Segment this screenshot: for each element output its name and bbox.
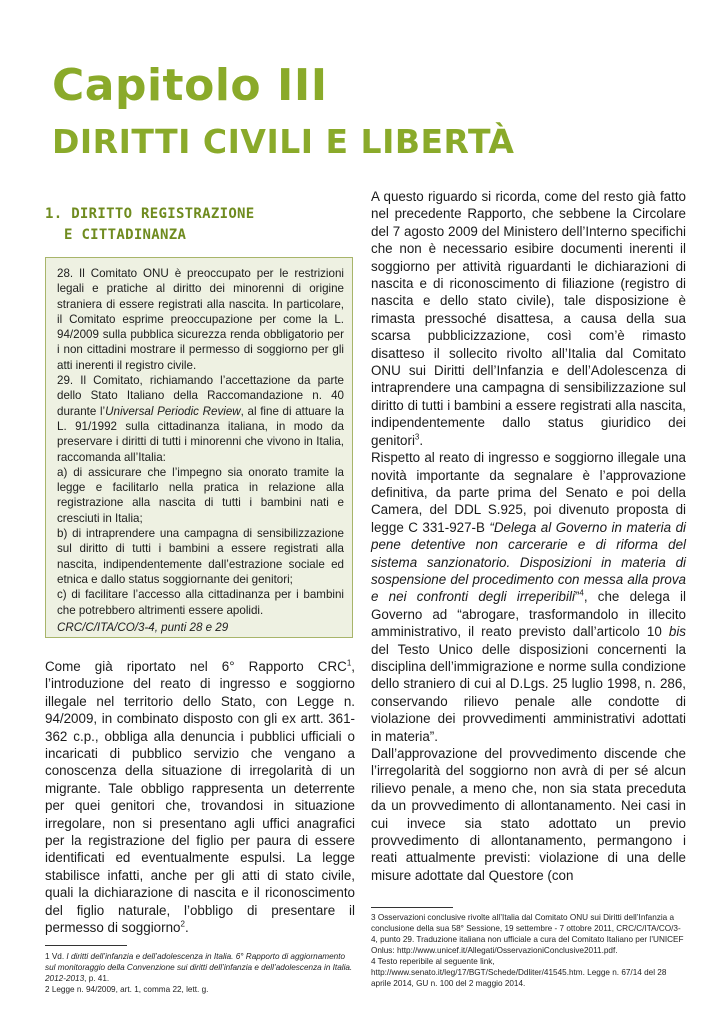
- right-p1-text-a: A questo riguardo si ricorda, come del resto già fatto nel precedente Rapporto, che sebbene la Circolare del 7 agosto 2009 del Ministero dell’Interno specifichi che non è necessario esibire documenti inerenti il soggiorno per attività riguardanti le dichiarazioni di nascita e di riconoscimento di filiazione (registro di nascita e dello stato civile), tale disposizione è rimasta pressoché disattesa, a causa della sua scarsa pubblicizzazione, così com’è rimasto disatteso il sollecito rivolto all’Italia dal Comitato ONU sui Diritti dell’Infanzia e dell’Adolescenza di intraprendere una campagna di sensibilizzazione sul diritto di tutti i bambini a essere registrati alla nascita, indipendentemente dallo status giuridico dei genitori: [371, 189, 686, 448]
- crc-reference: CRC/C/ITA/CO/3-4, punti 28 e 29: [57, 620, 229, 634]
- footnote-3: 3 Osservazioni conclusive rivolte all’Italia dal Comitato ONU sui Diritti dell’Infanzia a conclusione della sua 58° Sessione, 19 settembre - 7 ottobre 2011, CRC/C/ITA/CO/3-4, punto 29. Traduzione italiana non ufficiale a cura del Comitato Italiano per l’UNICEF Onlus: http://www.unicef.it/Allegati/OsservazioniConclusive2011.pdf.: [371, 913, 684, 955]
- right-p2-italic-title: “Delega al Governo in materia di pene detentive non carcerarie e di riforma del sistema sanzionatorio. Disposizioni in materia di sospensione del procedimento con messa alla prova e nei confronti degli irreperibili: [371, 519, 686, 605]
- left-p1-text-b: , l’introduzione del reato di ingresso e soggiorno illegale nel territorio dello Stato, con Legge n. 94/2009, in combinato disposto con gli ex artt. 361-362 c.p., obbliga alla denuncia i pubblici ufficiali o incaricati di pubblico servizio che vengano a conoscenza della situazione di irregolarità di un migrante. Tale obbligo rappresenta un deterrente per quei genitori che, trovandosi in situazione irregolare, non si presentano agli uffici anagrafici per la registrazione del figlio per paura di essere identificati ed eventualmente espulsi. La legge stabilisce infatti, anche per gli atti di stato civile, quali la dichiarazione di nascita e il riconoscimento del figlio naturale, l’obbligo di presentare il permesso di soggiorno: [45, 659, 355, 936]
- crc-item-a: a) di assicurare che l’impegno sia onorato tramite la legge e facilitarlo nella pratica in relazione alla registrazione alla nascita di tutti i bambini nati e cresciuti in Italia;: [57, 465, 344, 525]
- right-column-body: [371, 188, 686, 884]
- crc-recommendation-box: [45, 257, 353, 638]
- section-number: 1.: [45, 206, 63, 222]
- footnote-1: [45, 951, 357, 984]
- footnote-ref-1[interactable]: 1: [346, 658, 352, 668]
- right-p2-quote: ”: [574, 589, 580, 605]
- right-p1-text-b: .: [419, 432, 424, 448]
- footnotes-right: [371, 912, 686, 989]
- right-p2-bis: bis: [668, 624, 686, 640]
- footnote-ref-3[interactable]: 3: [414, 432, 420, 442]
- crc-paragraph-28: 28. Il Comitato ONU è preoccupato per le restrizioni legali e pratiche al diritto dei minorenni di origine straniera di essere registrati alla nascita. In particolare, il Comitato esprime preoccupazione per come la L. 94/2009 sulla pubblica sicurezza renda obbligatorio per i non cittadini mostrare il permesso di soggiorno per gli atti inerenti il registro civile.: [57, 267, 344, 372]
- footnote-ref-2[interactable]: 2: [180, 919, 185, 929]
- footnote-2: 2 Legge n. 94/2009, art. 1, comma 22, lett. g.: [45, 985, 209, 994]
- section-heading: [45, 204, 325, 246]
- right-p2-text-b: , che delega il Governo ad “abrogare, trasformandolo in illecito amministrativo, il reato previsto dall’articolo 10: [371, 589, 686, 640]
- crc-p29-text-b: , al fine di attuare la L. 91/1992 sulla cittadinanza italiana, in modo da preservare i diritti di tutti i minorenni che vivono in Italia, raccomanda all’Italia:: [57, 404, 344, 464]
- left-p1-text-c: .: [184, 920, 189, 936]
- footnote-1-label: 1 Vd.: [45, 952, 67, 961]
- footnote-1-title: I diritti dell’infanzia e dell’adolescenza in Italia. 6° Rapporto di aggiornamento sul monitoraggio della Convenzione sui diritti dell’infanzia e dell’adolescenza in Italia. 2012-2013: [45, 952, 353, 983]
- right-paragraph-2: [371, 449, 686, 745]
- footnote-4: 4 Testo reperibile al seguente link, http://www.senato.it/leg/17/BGT/Schede/Ddliter/41545.htm. Legge n. 67/14 del 28 aprile 2014, GU n. 100 del 2 maggio 2014.: [371, 957, 667, 988]
- crc-item-b: b) di intraprendere una campagna di sensibilizzazione sul diritto di tutti i bambini a essere registrati alla nascita, indipendentemente dall’estrazione sociale ed etnica e dallo status soggiornante dei genitori;: [57, 527, 344, 586]
- chapter-title: Capitolo III: [52, 60, 328, 111]
- left-paragraph-1: [45, 658, 355, 937]
- crc-p29-italic: Universal Periodic Review: [105, 404, 241, 418]
- crc-item-c: c) di facilitare l’accesso alla cittadinanza per i bambini che potrebbero altrimenti essere apolidi.: [57, 588, 344, 617]
- footnote-separator-right: [371, 907, 453, 908]
- section-title-line2: E CITTADINANZA: [64, 227, 187, 243]
- footnote-ref-4[interactable]: 4: [579, 588, 584, 598]
- footnote-1-page: , p. 41.: [84, 974, 110, 983]
- right-p2-text-a: Rispetto al reato di ingresso e soggiorno illegale una novità importante da segnalare è l’approvazione definitiva, da parte prima del Senato e poi della Camera, del DDL S.925, poi divenuto proposta di legge C 331-927-B: [371, 450, 686, 535]
- footnote-separator-left: [45, 945, 127, 946]
- chapter-subtitle: DIRITTI CIVILI E LIBERTÀ: [52, 122, 515, 161]
- footnotes-left: [45, 951, 357, 995]
- section-title-line1: DIRITTO REGISTRAZIONE: [71, 206, 255, 222]
- crc-p29-text-a: 29. Il Comitato, richiamando l’accettazione da parte dello Stato Italiano della Raccomandazione n. 40 durante l’: [57, 374, 344, 418]
- right-paragraph-1: [371, 188, 686, 449]
- right-paragraph-3: Dall’approvazione del provvedimento discende che l’irregolarità del soggiorno non avrà di per sé alcun rilievo penale, a meno che, non sia stata preceduta da un provvedimento di allontanamento. Nei casi in cui invece sia stato adottato un previo provvedimento di allontanamento, permangono i reati attualmente previsti: violazione di una delle misure adottate dal Questore (con: [371, 746, 686, 883]
- right-p2-text-c: del Testo Unico delle disposizioni concernenti la disciplina dell’immigrazione e norme sulla condizione dello straniero di cui al D.Lgs. 25 luglio 1998, n. 286, conservando rilievo penale alle condotte di violazione dei provvedimenti amministrativi adottati in materia”.: [371, 641, 686, 744]
- crc-paragraph-29: [57, 373, 344, 465]
- left-p1-text-a: Come già riportato nel 6° Rapporto CRC: [45, 659, 347, 674]
- left-column-body: [45, 658, 355, 937]
